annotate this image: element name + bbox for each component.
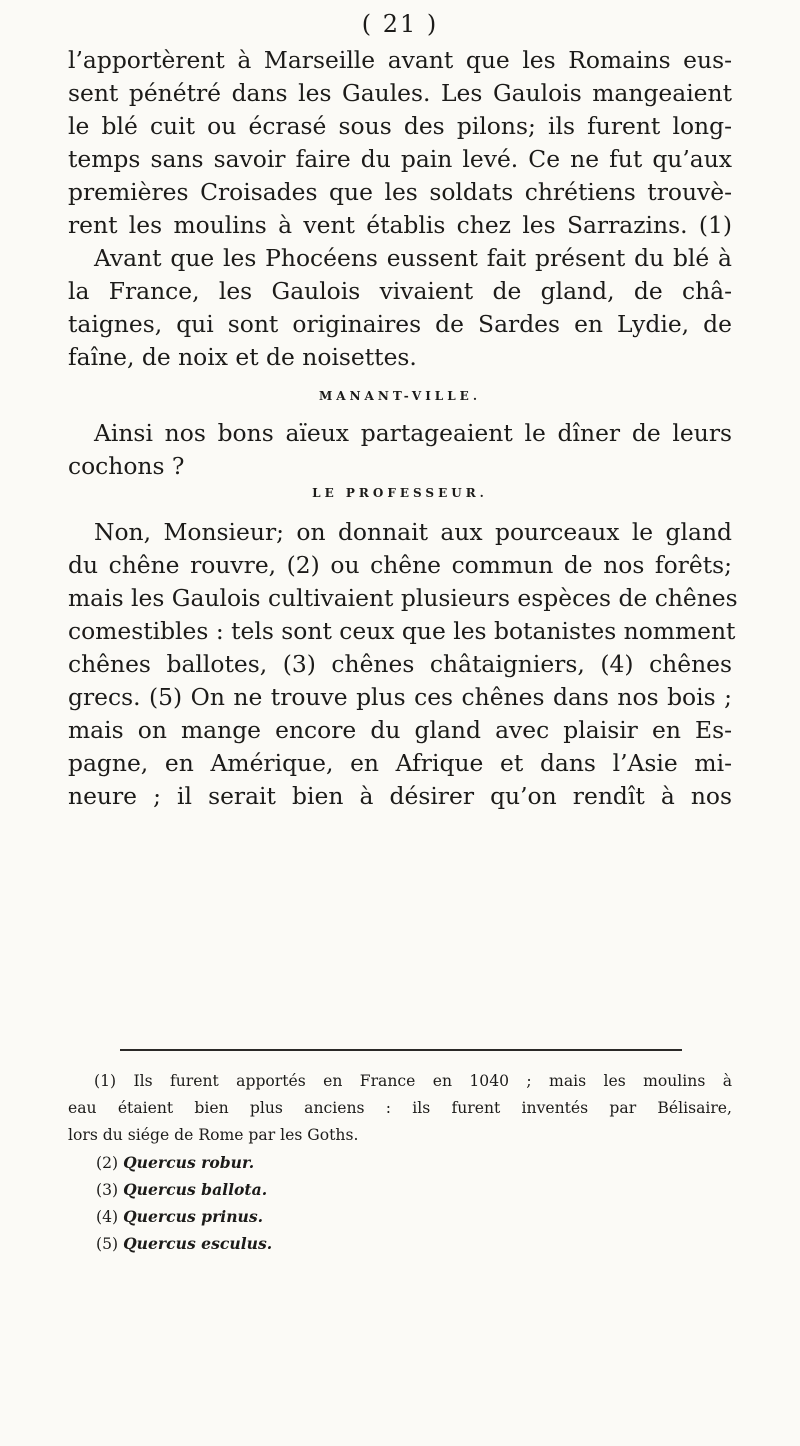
footnote-line: lors du siége de Rome par les Goths.	[68, 1126, 359, 1144]
text-line: comestibles : tels sont ceux que les botanistes nomment	[68, 617, 736, 645]
footnote-4	[68, 1203, 732, 1230]
text-line: rent les moulins à vent établis chez les Sarrazins. (1)	[68, 211, 732, 239]
page-number: ( 21 )	[361, 10, 439, 38]
footnotes	[68, 1068, 732, 1257]
latin-name: Quercus ballota.	[123, 1180, 268, 1199]
text-line: le blé cuit ou écrasé sous des pilons; ils furent long-	[68, 112, 732, 140]
footnote-mark: (5)	[96, 1235, 119, 1253]
speaker-name: MANANT-VILLE.	[318, 389, 481, 403]
text-line: l’apportèrent à Marseille avant que les Romains eus-	[68, 46, 732, 74]
text-line: Non, Monsieur; on donnait aux pourceaux le gland	[94, 518, 732, 546]
text-line: grecs. (5) On ne trouve plus ces chênes dans nos bois ;	[68, 683, 732, 711]
footnote-mark: (3)	[96, 1181, 119, 1199]
text-line: mais les Gaulois cultivaient plusieurs espèces de chênes	[68, 584, 738, 612]
footnote-line: (1) Ils furent apportés en France en 1040 ; mais les moulins à	[94, 1072, 732, 1090]
text-line: mais on mange encore du gland avec plaisir en Es-	[68, 716, 732, 744]
latin-name: Quercus prinus.	[123, 1207, 264, 1226]
latin-name: Quercus esculus.	[123, 1234, 273, 1253]
footnote-mark: (4)	[96, 1208, 119, 1226]
footnote-mark: (2)	[96, 1154, 119, 1172]
text-line: Ainsi nos bons aïeux partageaient le dîner de leurs	[94, 419, 732, 447]
text-line: faîne, de noix et de noisettes.	[68, 343, 417, 371]
footnote-2	[68, 1149, 732, 1176]
text-line: du chêne rouvre, (2) ou chêne commun de nos forêts;	[68, 551, 732, 579]
footnote-line: eau étaient bien plus anciens : ils furent inventés par Bélisaire,	[68, 1099, 732, 1117]
latin-name: Quercus robur.	[123, 1153, 255, 1172]
footnote-3	[68, 1176, 732, 1203]
text-line: la France, les Gaulois vivaient de gland, de châ-	[68, 277, 732, 305]
text-line: cochons ?	[68, 452, 185, 480]
text-line: Avant que les Phocéens eussent fait présent du blé à	[94, 244, 732, 272]
text-line: temps sans savoir faire du pain levé. Ce ne fut qu’aux	[68, 145, 732, 173]
text-line: sent pénétré dans les Gaules. Les Gaulois mangeaient	[68, 79, 732, 107]
footnote-divider	[120, 1049, 682, 1051]
text-line: taignes, qui sont originaires de Sardes en Lydie, de	[68, 310, 732, 338]
text-line: neure ; il serait bien à désirer qu’on rendît à nos	[68, 782, 732, 810]
main-text	[68, 44, 738, 813]
text-line: chênes ballotes, (3) chênes châtaigniers, (4) chênes	[68, 650, 732, 678]
speaker-name: LE PROFESSEUR.	[312, 486, 488, 500]
footnote-5	[68, 1230, 732, 1257]
text-line: premières Croisades que les soldats chrétiens trouvè-	[68, 178, 732, 206]
text-line: pagne, en Amérique, en Afrique et dans l’Asie mi-	[68, 749, 732, 777]
